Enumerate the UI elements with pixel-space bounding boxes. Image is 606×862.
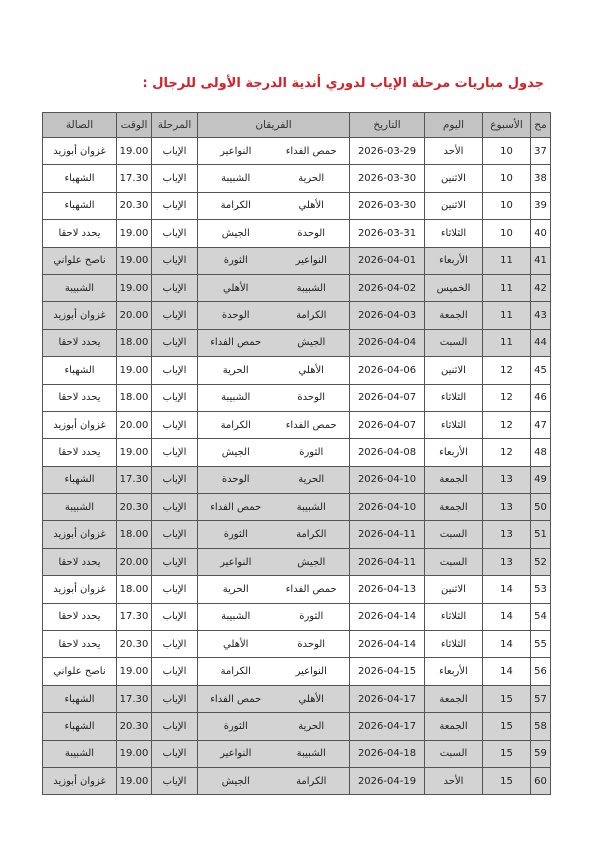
cell-week: 12 — [483, 384, 531, 411]
header-stage: المرحلة — [152, 113, 198, 138]
cell-venue: الشهباء — [43, 685, 117, 712]
cell-time: 18.00 — [117, 329, 152, 356]
cell-day: الثلاثاء — [425, 220, 483, 247]
cell-away-team: الثورة — [198, 713, 274, 740]
cell-stage: الإياب — [152, 357, 198, 384]
cell-home-team: الحرية — [274, 466, 350, 493]
cell-venue: يحدد لاحقا — [43, 439, 117, 466]
document-title: جدول مباريات مرحلة الإياب لدوري أندية الدرجة الأولى للرجال : — [142, 76, 544, 91]
cell-away-team: الكرامة — [198, 411, 274, 438]
cell-away-team: الشبيبة — [198, 384, 274, 411]
cell-stage: الإياب — [152, 411, 198, 438]
cell-week: 15 — [483, 685, 531, 712]
table-row — [43, 740, 551, 767]
cell-home-team: الثورة — [274, 439, 350, 466]
cell-time: 17.30 — [117, 603, 152, 630]
cell-date: 2026-04-01 — [350, 247, 425, 274]
cell-week: 15 — [483, 713, 531, 740]
cell-venue: الشهباء — [43, 357, 117, 384]
cell-stage: الإياب — [152, 384, 198, 411]
cell-date: 2026-03-29 — [350, 138, 425, 165]
header-date: التاريخ — [350, 113, 425, 138]
cell-away-team: الكرامة — [198, 658, 274, 685]
cell-venue: غزوان أبوزيد — [43, 302, 117, 329]
table-row — [43, 713, 551, 740]
cell-match-number: 53 — [531, 576, 551, 603]
cell-time: 18.00 — [117, 384, 152, 411]
cell-stage: الإياب — [152, 494, 198, 521]
cell-date: 2026-04-19 — [350, 767, 425, 794]
cell-away-team: حمص الفداء — [198, 685, 274, 712]
table-row — [43, 357, 551, 384]
table-row — [43, 274, 551, 301]
cell-stage: الإياب — [152, 274, 198, 301]
cell-date: 2026-04-03 — [350, 302, 425, 329]
cell-venue: غزوان أبوزيد — [43, 521, 117, 548]
cell-away-team: الحرية — [198, 576, 274, 603]
cell-day: الجمعة — [425, 302, 483, 329]
cell-day: الخميس — [425, 274, 483, 301]
cell-day: الثلاثاء — [425, 411, 483, 438]
cell-away-team: الشبيبة — [198, 603, 274, 630]
cell-match-number: 54 — [531, 603, 551, 630]
cell-date: 2026-04-17 — [350, 685, 425, 712]
cell-away-team: الوحدة — [198, 302, 274, 329]
cell-date: 2026-04-10 — [350, 466, 425, 493]
cell-stage: الإياب — [152, 713, 198, 740]
cell-away-team: حمص الفداء — [198, 329, 274, 356]
cell-stage: الإياب — [152, 767, 198, 794]
cell-stage: الإياب — [152, 220, 198, 247]
cell-day: الأحد — [425, 767, 483, 794]
cell-time: 19.00 — [117, 658, 152, 685]
cell-home-team: الوحدة — [274, 384, 350, 411]
cell-time: 19.00 — [117, 247, 152, 274]
cell-match-number: 40 — [531, 220, 551, 247]
cell-stage: الإياب — [152, 466, 198, 493]
cell-match-number: 39 — [531, 192, 551, 219]
cell-date: 2026-04-18 — [350, 740, 425, 767]
header-venue: الصالة — [43, 113, 117, 138]
cell-date: 2026-03-30 — [350, 165, 425, 192]
cell-match-number: 52 — [531, 548, 551, 575]
cell-home-team: النواعير — [274, 247, 350, 274]
cell-match-number: 49 — [531, 466, 551, 493]
cell-day: الثلاثاء — [425, 384, 483, 411]
cell-time: 20.00 — [117, 302, 152, 329]
cell-week: 13 — [483, 521, 531, 548]
cell-away-team: الشبيبة — [198, 165, 274, 192]
cell-home-team: الأهلي — [274, 357, 350, 384]
cell-away-team: الثورة — [198, 247, 274, 274]
cell-match-number: 57 — [531, 685, 551, 712]
table-row — [43, 165, 551, 192]
cell-match-number: 48 — [531, 439, 551, 466]
cell-away-team: الجيش — [198, 220, 274, 247]
header-week: الأسبوع — [483, 113, 531, 138]
cell-date: 2026-04-10 — [350, 494, 425, 521]
cell-match-number: 50 — [531, 494, 551, 521]
schedule-table — [42, 112, 551, 795]
cell-match-number: 38 — [531, 165, 551, 192]
table-row — [43, 767, 551, 794]
cell-time: 18.00 — [117, 521, 152, 548]
cell-date: 2026-04-14 — [350, 631, 425, 658]
header-day: اليوم — [425, 113, 483, 138]
cell-stage: الإياب — [152, 685, 198, 712]
cell-away-team: النواعير — [198, 138, 274, 165]
cell-home-team: حمص الفداء — [274, 138, 350, 165]
cell-week: 10 — [483, 138, 531, 165]
cell-away-team: الأهلي — [198, 631, 274, 658]
cell-venue: يحدد لاحقا — [43, 603, 117, 630]
cell-week: 13 — [483, 548, 531, 575]
cell-home-team: الحرية — [274, 165, 350, 192]
cell-time: 20.00 — [117, 411, 152, 438]
cell-time: 19.00 — [117, 138, 152, 165]
cell-week: 14 — [483, 658, 531, 685]
cell-time: 20.30 — [117, 192, 152, 219]
cell-home-team: الشبيبة — [274, 494, 350, 521]
cell-time: 17.30 — [117, 165, 152, 192]
cell-venue: غزوان أبوزيد — [43, 767, 117, 794]
cell-week: 12 — [483, 411, 531, 438]
table-row — [43, 411, 551, 438]
cell-day: السبت — [425, 521, 483, 548]
cell-date: 2026-04-11 — [350, 521, 425, 548]
cell-stage: الإياب — [152, 740, 198, 767]
cell-match-number: 45 — [531, 357, 551, 384]
cell-venue: يحدد لاحقا — [43, 384, 117, 411]
cell-match-number: 37 — [531, 138, 551, 165]
cell-day: الجمعة — [425, 494, 483, 521]
table-row — [43, 548, 551, 575]
cell-day: الاثنين — [425, 357, 483, 384]
cell-time: 18.00 — [117, 576, 152, 603]
cell-away-team: النواعير — [198, 548, 274, 575]
cell-stage: الإياب — [152, 521, 198, 548]
cell-home-team: الكرامة — [274, 767, 350, 794]
cell-home-team: الوحدة — [274, 631, 350, 658]
table-row — [43, 220, 551, 247]
cell-away-team: الكرامة — [198, 192, 274, 219]
cell-venue: الشهباء — [43, 466, 117, 493]
cell-stage: الإياب — [152, 302, 198, 329]
cell-home-team: الشبيبة — [274, 274, 350, 301]
schedule-body — [43, 138, 551, 795]
cell-stage: الإياب — [152, 329, 198, 356]
cell-home-team: الأهلي — [274, 192, 350, 219]
cell-day: الأربعاء — [425, 658, 483, 685]
cell-time: 20.00 — [117, 548, 152, 575]
cell-venue: ناصح علواني — [43, 658, 117, 685]
cell-week: 12 — [483, 439, 531, 466]
cell-date: 2026-04-07 — [350, 384, 425, 411]
cell-venue: الشبيبة — [43, 274, 117, 301]
cell-time: 20.30 — [117, 713, 152, 740]
cell-stage: الإياب — [152, 247, 198, 274]
cell-match-number: 43 — [531, 302, 551, 329]
cell-venue: غزوان أبوزيد — [43, 411, 117, 438]
cell-match-number: 51 — [531, 521, 551, 548]
cell-week: 12 — [483, 357, 531, 384]
cell-venue: الشبيبة — [43, 740, 117, 767]
cell-week: 13 — [483, 466, 531, 493]
cell-match-number: 56 — [531, 658, 551, 685]
cell-venue: غزوان أبوزيد — [43, 138, 117, 165]
cell-away-team: الأهلي — [198, 274, 274, 301]
cell-away-team: الجيش — [198, 767, 274, 794]
cell-stage: الإياب — [152, 548, 198, 575]
cell-venue: الشهباء — [43, 713, 117, 740]
table-row — [43, 631, 551, 658]
cell-date: 2026-04-08 — [350, 439, 425, 466]
cell-venue: غزوان أبوزيد — [43, 576, 117, 603]
cell-date: 2026-04-11 — [350, 548, 425, 575]
cell-date: 2026-04-17 — [350, 713, 425, 740]
cell-date: 2026-03-31 — [350, 220, 425, 247]
cell-venue: الشهباء — [43, 165, 117, 192]
cell-away-team: الثورة — [198, 521, 274, 548]
cell-match-number: 44 — [531, 329, 551, 356]
cell-week: 10 — [483, 220, 531, 247]
cell-date: 2026-04-02 — [350, 274, 425, 301]
cell-home-team: الكرامة — [274, 521, 350, 548]
cell-time: 20.30 — [117, 494, 152, 521]
cell-week: 10 — [483, 192, 531, 219]
cell-week: 11 — [483, 247, 531, 274]
cell-day: الجمعة — [425, 685, 483, 712]
cell-week: 10 — [483, 165, 531, 192]
cell-date: 2026-04-06 — [350, 357, 425, 384]
cell-time: 19.00 — [117, 767, 152, 794]
cell-match-number: 58 — [531, 713, 551, 740]
cell-match-number: 46 — [531, 384, 551, 411]
cell-away-team: الوحدة — [198, 466, 274, 493]
table-row — [43, 521, 551, 548]
cell-home-team: الجيش — [274, 329, 350, 356]
cell-match-number: 55 — [531, 631, 551, 658]
cell-time: 17.30 — [117, 685, 152, 712]
cell-week: 15 — [483, 740, 531, 767]
cell-day: السبت — [425, 329, 483, 356]
table-row — [43, 329, 551, 356]
cell-time: 19.00 — [117, 740, 152, 767]
cell-date: 2026-03-30 — [350, 192, 425, 219]
cell-time: 19.00 — [117, 439, 152, 466]
table-row — [43, 685, 551, 712]
cell-week: 11 — [483, 329, 531, 356]
table-row — [43, 384, 551, 411]
cell-week: 14 — [483, 576, 531, 603]
header-time: الوقت — [117, 113, 152, 138]
cell-venue: الشبيبة — [43, 494, 117, 521]
table-row — [43, 576, 551, 603]
cell-stage: الإياب — [152, 165, 198, 192]
cell-stage: الإياب — [152, 138, 198, 165]
cell-week: 13 — [483, 494, 531, 521]
table-row — [43, 192, 551, 219]
cell-away-team: الجيش — [198, 439, 274, 466]
header-num: مح — [531, 113, 551, 138]
cell-venue: ناصح علواني — [43, 247, 117, 274]
cell-venue: يحدد لاحقا — [43, 329, 117, 356]
cell-week: 11 — [483, 302, 531, 329]
cell-stage: الإياب — [152, 603, 198, 630]
cell-away-team: النواعير — [198, 740, 274, 767]
cell-home-team: الحرية — [274, 713, 350, 740]
cell-time: 20.30 — [117, 631, 152, 658]
cell-date: 2026-04-04 — [350, 329, 425, 356]
cell-day: الاثنين — [425, 165, 483, 192]
table-row — [43, 247, 551, 274]
cell-date: 2026-04-14 — [350, 603, 425, 630]
cell-venue: يحدد لاحقا — [43, 220, 117, 247]
cell-time: 19.00 — [117, 274, 152, 301]
cell-day: الثلاثاء — [425, 603, 483, 630]
header-teams: الفريقان — [198, 113, 350, 138]
cell-away-team: حمص الفداء — [198, 494, 274, 521]
cell-venue: يحدد لاحقا — [43, 631, 117, 658]
cell-week: 14 — [483, 603, 531, 630]
cell-day: الجمعة — [425, 466, 483, 493]
cell-match-number: 47 — [531, 411, 551, 438]
cell-date: 2026-04-15 — [350, 658, 425, 685]
cell-day: الجمعة — [425, 713, 483, 740]
header-row — [43, 113, 551, 138]
cell-match-number: 42 — [531, 274, 551, 301]
cell-match-number: 60 — [531, 767, 551, 794]
cell-home-team: حمص الفداء — [274, 411, 350, 438]
cell-home-team: الكرامة — [274, 302, 350, 329]
cell-week: 14 — [483, 631, 531, 658]
cell-day: الاثنين — [425, 192, 483, 219]
cell-date: 2026-04-13 — [350, 576, 425, 603]
table-row — [43, 302, 551, 329]
cell-home-team: الشبيبة — [274, 740, 350, 767]
cell-venue: الشهباء — [43, 192, 117, 219]
cell-week: 11 — [483, 274, 531, 301]
cell-day: السبت — [425, 548, 483, 575]
cell-time: 17.30 — [117, 466, 152, 493]
cell-day: الاثنين — [425, 576, 483, 603]
cell-match-number: 59 — [531, 740, 551, 767]
table-row — [43, 658, 551, 685]
cell-home-team: النواعير — [274, 658, 350, 685]
cell-day: الأربعاء — [425, 247, 483, 274]
cell-home-team: الأهلي — [274, 685, 350, 712]
cell-away-team: الحرية — [198, 357, 274, 384]
cell-day: الثلاثاء — [425, 631, 483, 658]
cell-stage: الإياب — [152, 658, 198, 685]
cell-home-team: الوحدة — [274, 220, 350, 247]
cell-day: الأربعاء — [425, 439, 483, 466]
cell-match-number: 41 — [531, 247, 551, 274]
cell-time: 19.00 — [117, 357, 152, 384]
cell-home-team: حمص الفداء — [274, 576, 350, 603]
cell-stage: الإياب — [152, 631, 198, 658]
cell-date: 2026-04-07 — [350, 411, 425, 438]
table-row — [43, 439, 551, 466]
table-row — [43, 603, 551, 630]
table-row — [43, 138, 551, 165]
cell-home-team: الثورة — [274, 603, 350, 630]
cell-stage: الإياب — [152, 439, 198, 466]
table-row — [43, 466, 551, 493]
cell-week: 15 — [483, 767, 531, 794]
cell-venue: يحدد لاحقا — [43, 548, 117, 575]
cell-stage: الإياب — [152, 576, 198, 603]
cell-time: 19.00 — [117, 220, 152, 247]
table-row — [43, 494, 551, 521]
cell-stage: الإياب — [152, 192, 198, 219]
cell-home-team: الجيش — [274, 548, 350, 575]
cell-day: السبت — [425, 740, 483, 767]
cell-day: الأحد — [425, 138, 483, 165]
